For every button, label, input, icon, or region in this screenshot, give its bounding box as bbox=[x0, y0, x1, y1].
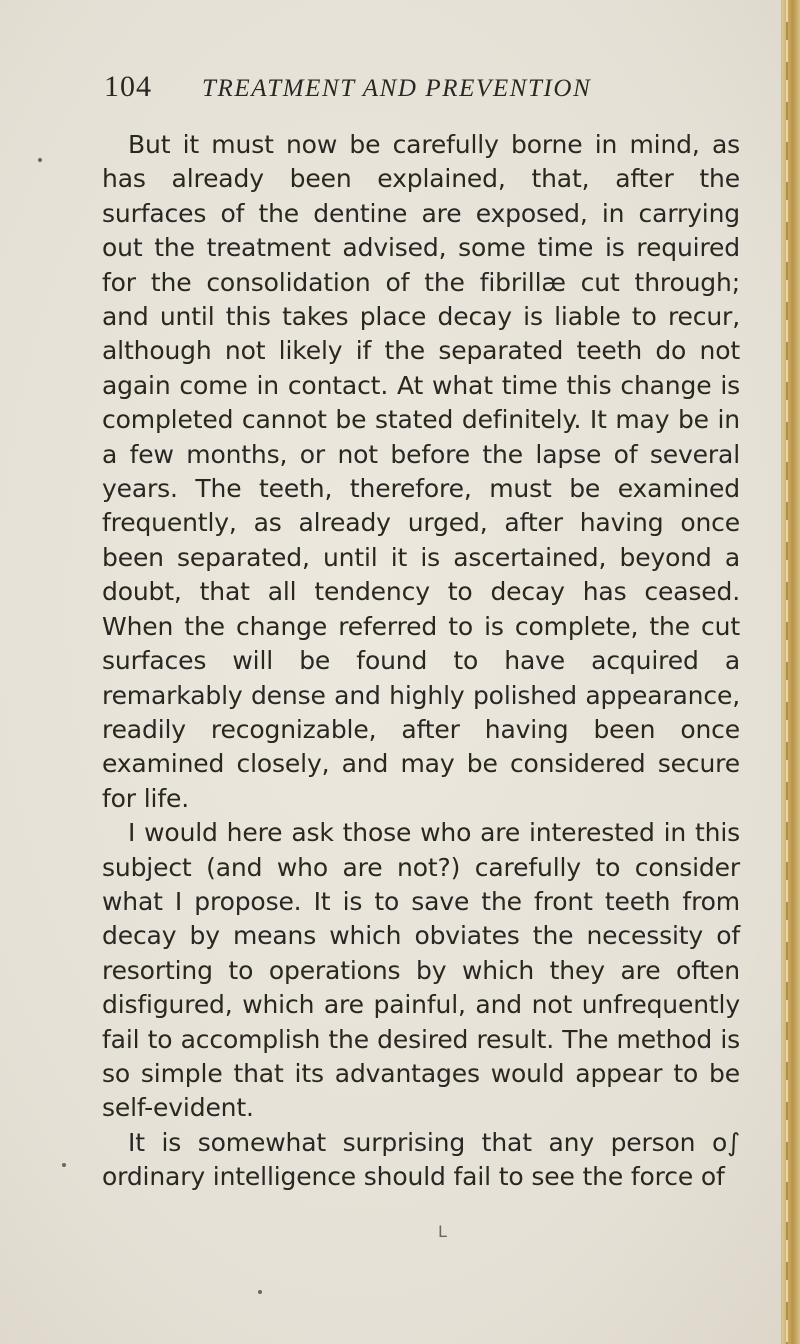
page-header bbox=[104, 70, 664, 118]
stray-mark: L bbox=[438, 1222, 447, 1241]
speck-mark bbox=[62, 1163, 66, 1167]
running-title: TREATMENT AND PREVENTION bbox=[202, 75, 592, 102]
body-text bbox=[102, 128, 740, 1195]
speck-mark bbox=[258, 1290, 262, 1294]
page-number: 104 bbox=[104, 70, 152, 103]
speck-mark bbox=[38, 158, 42, 162]
page-edge bbox=[781, 0, 800, 1344]
paragraph-1: But it must now be carefully borne in mind, as has already been explained, that, after the surfaces of the dentine are exposed, in carrying out the treatment advised, some time is required for the consolidation of the fibrillæ cut through; and until this takes place decay is liable to recur, although not likely if the separated teeth do not again come in contact. At what time this change is completed cannot be stated definitely. It may be in a few months, or not before the lapse of several years. The teeth, therefore, must be examined frequently, as already urged, after having once been separated, until it is ascertained, beyond a doubt, that all tendency to decay has ceased. When the change referred to is complete, the cut surfaces will be found to have acquired a remarkably dense and highly polished appearance, readily recognizable, after having been once examined closely, and may be considered secure for life. bbox=[102, 130, 740, 813]
paragraph-2: I would here ask those who are interested in this subject (and who are not?) carefully to consider what I propose. It is to save the front teeth from decay by means which obviates the necessity of resorting to operations by which they are often disfigured, which are painful, and not unfrequently fail to accomplish the desired result. The method is so simple that its advantages would appear to be self-evident. bbox=[102, 818, 740, 1123]
paragraph-3: It is somewhat surprising that any person o∫ ordinary intelligence should fail to see the force of bbox=[102, 1127, 740, 1192]
